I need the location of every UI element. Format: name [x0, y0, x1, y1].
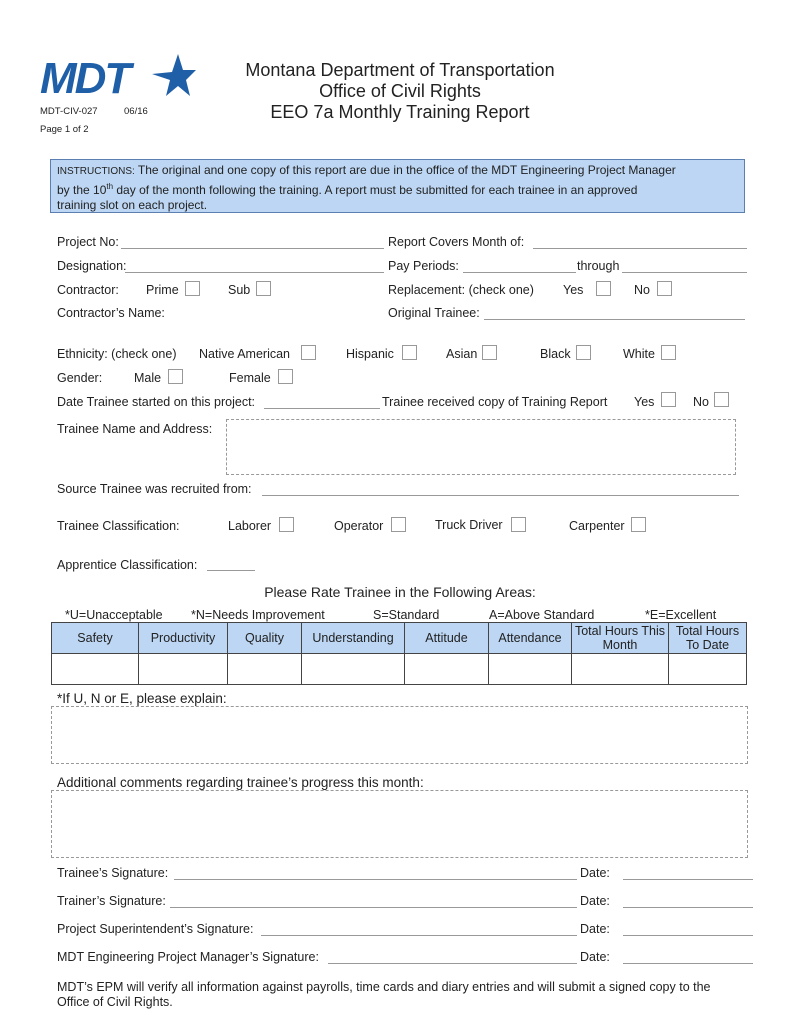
trainee-date-label: Date:: [580, 866, 610, 880]
prime-checkbox[interactable]: [185, 281, 200, 296]
prime-label: Prime: [146, 283, 179, 297]
hours-date-cell[interactable]: [669, 654, 747, 685]
epm-date-label: Date:: [580, 950, 610, 964]
received-no-label: No: [693, 395, 709, 409]
white-label: White: [623, 347, 655, 361]
comments-label: Additional comments regarding trainee’s progress this month:: [57, 775, 424, 790]
hispanic-label: Hispanic: [346, 347, 394, 361]
col-attendance: Attendance: [489, 623, 572, 654]
ethnicity-label: Ethnicity: (check one): [57, 347, 177, 361]
project-no-field[interactable]: [121, 248, 384, 249]
source-recruited-label: Source Trainee was recruited from:: [57, 482, 252, 496]
trainee-classification-label: Trainee Classification:: [57, 519, 180, 533]
instructions-text-1: The original and one copy of this report are due in the office of the MDT Engineering Project Manager: [137, 163, 676, 177]
col-total-hours-date: Total Hours To Date: [669, 623, 747, 654]
mdt-logo: [40, 54, 129, 104]
quality-cell[interactable]: [228, 654, 302, 685]
native-american-checkbox[interactable]: [301, 345, 316, 360]
col-productivity: Productivity: [139, 623, 228, 654]
trainer-signature-label: Trainer’s Signature:: [57, 894, 166, 908]
truck-driver-checkbox[interactable]: [511, 517, 526, 532]
page-number: Page 1 of 2: [40, 124, 89, 135]
star-icon: [148, 52, 196, 98]
black-checkbox[interactable]: [576, 345, 591, 360]
col-safety: Safety: [52, 623, 139, 654]
laborer-checkbox[interactable]: [279, 517, 294, 532]
female-checkbox[interactable]: [278, 369, 293, 384]
original-trainee-field[interactable]: [484, 319, 745, 320]
pay-period-start-field[interactable]: [463, 272, 576, 273]
scale-above-standard: A=Above Standard: [489, 608, 595, 622]
truck-driver-label: Truck Driver: [435, 518, 503, 532]
black-label: Black: [540, 347, 571, 361]
superintendent-date-label: Date:: [580, 922, 610, 936]
logo-text: MDT: [40, 54, 130, 103]
project-no-label: Project No:: [57, 235, 119, 249]
hours-month-cell[interactable]: [572, 654, 669, 685]
date-started-field[interactable]: [264, 408, 380, 409]
epm-signature-label: MDT Engineering Project Manager’s Signature:: [57, 950, 319, 964]
trainee-date-field[interactable]: [623, 879, 753, 880]
rating-header-row: [52, 623, 747, 654]
trainee-signature-label: Trainee’s Signature:: [57, 866, 169, 880]
instructions-box: [50, 159, 745, 213]
replacement-label: Replacement: (check one): [388, 283, 534, 297]
safety-cell[interactable]: [52, 654, 139, 685]
received-no-checkbox[interactable]: [714, 392, 729, 407]
trainee-name-address-field[interactable]: [226, 419, 736, 475]
trainer-signature-field[interactable]: [170, 907, 577, 908]
report-month-field[interactable]: [533, 248, 747, 249]
replacement-no-label: No: [634, 283, 650, 297]
explain-label: *If U, N or E, please explain:: [57, 691, 227, 706]
pay-periods-label: Pay Periods:: [388, 259, 459, 273]
received-yes-label: Yes: [634, 395, 655, 409]
understanding-cell[interactable]: [302, 654, 405, 685]
laborer-label: Laborer: [228, 519, 272, 533]
superintendent-signature-label: Project Superintendent’s Signature:: [57, 922, 254, 936]
replacement-yes-label: Yes: [563, 283, 584, 297]
col-quality: Quality: [228, 623, 302, 654]
col-total-hours-month: Total Hours This Month: [572, 623, 669, 654]
instructions-text-3: training slot on each project.: [57, 198, 208, 212]
apprentice-classification-label: Apprentice Classification:: [57, 558, 198, 572]
designation-label: Designation:: [57, 259, 127, 273]
designation-field[interactable]: [125, 272, 384, 273]
white-checkbox[interactable]: [661, 345, 676, 360]
native-american-label: Native American: [199, 347, 291, 361]
trainee-signature-field[interactable]: [174, 879, 577, 880]
carpenter-label: Carpenter: [569, 519, 625, 533]
male-checkbox[interactable]: [168, 369, 183, 384]
through-label: through: [577, 259, 620, 273]
pay-period-end-field[interactable]: [622, 272, 747, 273]
form-number: MDT-CIV-027: [40, 106, 98, 117]
attendance-cell[interactable]: [489, 654, 572, 685]
scale-excellent: *E=Excellent: [645, 608, 717, 622]
epm-date-field[interactable]: [623, 963, 753, 964]
sub-checkbox[interactable]: [256, 281, 271, 296]
apprentice-classification-field[interactable]: [207, 570, 255, 571]
sub-label: Sub: [228, 283, 251, 297]
comments-field[interactable]: [51, 790, 748, 858]
received-copy-label: Trainee received copy of Training Report: [382, 395, 608, 409]
page-title: EEO 7a Monthly Training Report: [270, 102, 530, 122]
productivity-cell[interactable]: [139, 654, 228, 685]
operator-label: Operator: [334, 519, 384, 533]
hispanic-checkbox[interactable]: [402, 345, 417, 360]
instructions-text-2b: day of the month following the training. A report must be submitted for each trainee in an approved: [113, 183, 638, 197]
carpenter-checkbox[interactable]: [631, 517, 646, 532]
scale-unacceptable: *U=Unacceptable: [65, 608, 163, 622]
trainee-name-address-label: Trainee Name and Address:: [57, 422, 213, 436]
date-started-label: Date Trainee started on this project:: [57, 395, 256, 409]
instructions-label: INSTRUCTIONS:: [57, 166, 135, 177]
operator-checkbox[interactable]: [391, 517, 406, 532]
explain-field[interactable]: [51, 706, 748, 764]
asian-checkbox[interactable]: [482, 345, 497, 360]
original-trainee-label: Original Trainee:: [388, 306, 480, 320]
trainer-date-field[interactable]: [623, 907, 753, 908]
footer-line-1: MDT’s EPM will verify all information against payrolls, time cards and diary entries and will submit a signed copy to the: [57, 980, 711, 994]
form-date: 06/16: [124, 106, 148, 117]
rating-heading: Please Rate Trainee in the Following Areas:: [264, 584, 536, 600]
contractor-name-label: Contractor’s Name:: [57, 306, 165, 320]
col-attitude: Attitude: [405, 623, 489, 654]
rating-table: [51, 622, 747, 685]
replacement-no-checkbox[interactable]: [657, 281, 672, 296]
male-label: Male: [134, 371, 162, 385]
gender-label: Gender:: [57, 371, 103, 385]
scale-standard: S=Standard: [373, 608, 440, 622]
epm-signature-field[interactable]: [328, 963, 577, 964]
instructions-sup: th: [106, 182, 114, 191]
source-recruited-field[interactable]: [262, 495, 739, 496]
superintendent-signature-field[interactable]: [261, 935, 577, 936]
instructions-text-2a: by the 10: [57, 183, 107, 197]
received-yes-checkbox[interactable]: [661, 392, 676, 407]
footer-line-2: Office of Civil Rights.: [57, 995, 173, 1009]
asian-label: Asian: [446, 347, 478, 361]
superintendent-date-field[interactable]: [623, 935, 753, 936]
contractor-label: Contractor:: [57, 283, 119, 297]
attitude-cell[interactable]: [405, 654, 489, 685]
trainer-date-label: Date:: [580, 894, 610, 908]
replacement-yes-checkbox[interactable]: [596, 281, 611, 296]
title-office: Office of Civil Rights: [319, 81, 481, 101]
scale-needs-improvement: *N=Needs Improvement: [191, 608, 325, 622]
rating-input-row: [52, 654, 747, 685]
female-label: Female: [229, 371, 271, 385]
report-month-label: Report Covers Month of:: [388, 235, 525, 249]
title-dept: Montana Department of Transportation: [245, 60, 555, 80]
col-understanding: Understanding: [302, 623, 405, 654]
